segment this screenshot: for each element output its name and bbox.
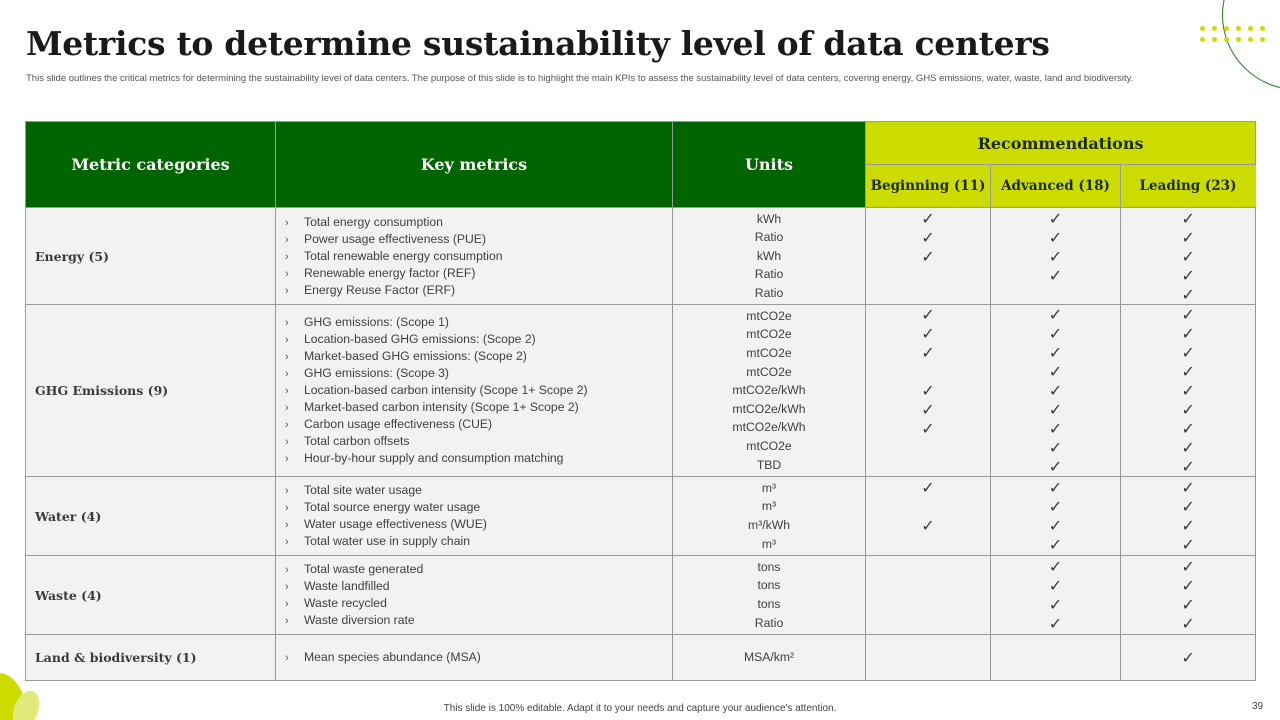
- metrics-table: [25, 121, 1256, 681]
- key-metrics-list: [285, 561, 672, 629]
- check-spacer: [991, 285, 1120, 304]
- key-metrics-cell: [276, 477, 673, 556]
- page-number: 39: [1252, 701, 1264, 712]
- key-metric-label: Total water use in supply chain: [304, 534, 470, 548]
- checkmark-icon: ✓: [1048, 535, 1063, 554]
- checkmark-icon: ✓: [1048, 227, 1063, 247]
- metric-category: GHG Emissions (9): [26, 305, 276, 477]
- checkmark-icon: ✓: [921, 419, 935, 438]
- checkmark-icon: ✓: [1048, 208, 1063, 228]
- check-spacer: [866, 362, 990, 381]
- bullet-chevron-icon: ›: [285, 581, 289, 593]
- unit-value: kWh: [756, 248, 782, 263]
- recommendation-advanced-cell: [991, 208, 1121, 305]
- checkmark-icon: ✓: [1048, 478, 1063, 497]
- key-metric-label: Total carbon offsets: [304, 434, 410, 448]
- checkmark-icon: ✓: [1181, 343, 1195, 362]
- units-cell: [673, 208, 866, 305]
- unit-value: mtCO2e: [746, 308, 792, 323]
- recommendation-advanced-cell: [991, 305, 1121, 477]
- checkmark-icon: ✓: [1048, 614, 1063, 633]
- recommendation-advanced-cell: [991, 635, 1121, 681]
- key-metrics-cell: [276, 556, 673, 635]
- list-item: [285, 499, 672, 516]
- key-metric-label: Hour-by-hour supply and consumption matching: [304, 451, 564, 465]
- bullet-chevron-icon: ›: [285, 615, 289, 627]
- recommendation-leading-cell: [1121, 208, 1256, 305]
- unit-value: mtCO2e: [746, 364, 792, 379]
- decorative-dot: [1200, 26, 1205, 31]
- bullet-chevron-icon: ›: [285, 233, 289, 246]
- units-cell: [673, 556, 866, 635]
- checkmark-icon: ✓: [921, 208, 935, 228]
- units-cell: [673, 305, 866, 477]
- decorative-dot: [1248, 37, 1253, 42]
- header-beginning: Beginning (11): [866, 165, 991, 208]
- key-metric-label: Carbon usage effectiveness (CUE): [304, 417, 493, 431]
- unit-value: Ratio: [754, 285, 784, 300]
- recommendation-beginning-cell: [866, 477, 991, 556]
- check-spacer: [866, 535, 990, 554]
- checkmark-icon: ✓: [921, 246, 935, 266]
- key-metric-label: Energy Reuse Factor (ERF): [304, 282, 456, 297]
- checkmark-icon: ✓: [1048, 305, 1063, 324]
- unit-value: mtCO2e: [746, 327, 792, 342]
- decorative-dot-grid: [1200, 26, 1272, 48]
- list-item: [285, 365, 672, 382]
- list-item: [285, 649, 672, 666]
- checkmark-icon: ✓: [921, 227, 935, 247]
- header-metric-categories: Metric categories: [26, 122, 276, 208]
- list-item: [285, 482, 672, 499]
- decorative-dot: [1236, 26, 1241, 31]
- unit-value: mtCO2e/kWh: [732, 420, 806, 435]
- checkmark-icon: ✓: [1048, 438, 1063, 457]
- decorative-dot: [1260, 26, 1265, 31]
- bullet-chevron-icon: ›: [285, 267, 289, 280]
- unit-value: kWh: [756, 211, 782, 226]
- key-metric-label: Market-based carbon intensity (Scope 1+ Scope 2): [304, 400, 579, 414]
- checkmark-icon: ✓: [1048, 324, 1063, 343]
- decorative-dot: [1236, 37, 1241, 42]
- decorative-dot: [1248, 26, 1253, 31]
- list-item: [285, 248, 672, 265]
- key-metric-label: Waste recycled: [304, 596, 387, 610]
- check-spacer: [866, 266, 990, 285]
- list-item: [285, 282, 672, 299]
- list-item: [285, 265, 672, 282]
- checkmark-icon: ✓: [1181, 648, 1195, 667]
- header-key-metrics: Key metrics: [276, 122, 673, 208]
- list-item: [285, 416, 672, 433]
- unit-value: tons: [757, 578, 781, 593]
- unit-value: m³: [761, 499, 777, 514]
- checkmark-icon: ✓: [921, 400, 935, 419]
- bullet-chevron-icon: ›: [285, 351, 289, 363]
- key-metric-label: Market-based GHG emissions: (Scope 2): [304, 349, 527, 363]
- key-metric-label: Mean species abundance (MSA): [304, 650, 481, 664]
- metric-category: Water (4): [26, 477, 276, 556]
- decorative-dot: [1200, 37, 1205, 42]
- bullet-chevron-icon: ›: [285, 536, 289, 548]
- recommendation-beginning-cell: [866, 556, 991, 635]
- decorative-dot: [1224, 37, 1229, 42]
- checkmark-icon: ✓: [1181, 305, 1195, 324]
- slide-subtitle: This slide outlines the critical metrics for determining the sustainability level of data centers. The purpose of this slide is to highlight the main KPIs to assess the sustainability level of data centers, covering energy, GHS emissions, water, waste, land and biodiversity.: [26, 73, 1134, 84]
- list-item: [285, 331, 672, 348]
- key-metric-label: Waste landfilled: [304, 579, 390, 593]
- list-item: [285, 578, 672, 595]
- unit-value: m³: [761, 480, 777, 495]
- checkmark-icon: ✓: [1181, 457, 1195, 476]
- footer-note: This slide is 100% editable. Adapt it to your needs and capture your audience's attention.: [443, 703, 837, 714]
- list-item: [285, 382, 672, 399]
- check-spacer: [866, 285, 990, 304]
- checkmark-icon: ✓: [921, 343, 935, 362]
- table-row: [26, 556, 1256, 635]
- units-cell: [673, 477, 866, 556]
- recommendation-beginning-cell: [866, 208, 991, 305]
- checkmark-icon: ✓: [1181, 324, 1195, 343]
- key-metric-label: Total site water usage: [304, 483, 422, 497]
- bullet-chevron-icon: ›: [285, 385, 289, 397]
- recommendation-leading-cell: [1121, 635, 1256, 681]
- list-item: [285, 399, 672, 416]
- key-metric-label: Total energy consumption: [304, 214, 443, 229]
- key-metric-label: Total waste generated: [304, 562, 424, 576]
- list-item: [285, 612, 672, 629]
- checkmark-icon: ✓: [921, 381, 935, 400]
- key-metric-label: Water usage effectiveness (WUE): [304, 517, 487, 531]
- table-row: [26, 305, 1256, 477]
- bullet-chevron-icon: ›: [285, 436, 289, 448]
- checkmark-icon: ✓: [1048, 419, 1063, 438]
- recommendation-leading-cell: [1121, 305, 1256, 477]
- header-advanced: Advanced (18): [991, 165, 1121, 208]
- key-metric-label: Total source energy water usage: [304, 500, 481, 514]
- checkmark-icon: ✓: [1181, 208, 1195, 228]
- key-metrics-list: [285, 214, 672, 299]
- bullet-chevron-icon: ›: [285, 368, 289, 380]
- key-metric-label: Power usage effectiveness (PUE): [304, 231, 486, 246]
- unit-value: Ratio: [754, 230, 784, 245]
- key-metrics-cell: [276, 208, 673, 305]
- recommendation-beginning-cell: [866, 305, 991, 477]
- key-metric-label: Total renewable energy consumption: [304, 248, 503, 263]
- key-metrics-list: [285, 482, 672, 550]
- list-item: [285, 533, 672, 550]
- bullet-chevron-icon: ›: [285, 216, 289, 229]
- key-metric-label: GHG emissions: (Scope 1): [304, 315, 449, 329]
- list-item: [285, 231, 672, 248]
- check-spacer: [866, 457, 990, 476]
- bullet-chevron-icon: ›: [285, 519, 289, 531]
- bullet-chevron-icon: ›: [285, 598, 289, 610]
- checkmark-icon: ✓: [1048, 516, 1063, 535]
- checkmark-icon: ✓: [1048, 381, 1063, 400]
- unit-value: tons: [757, 597, 781, 611]
- decorative-dot: [1212, 26, 1217, 31]
- decorative-dot: [1260, 37, 1265, 42]
- bullet-chevron-icon: ›: [285, 453, 289, 465]
- bullet-chevron-icon: ›: [285, 317, 289, 329]
- key-metric-label: Renewable energy factor (REF): [304, 265, 476, 280]
- checkmark-icon: ✓: [1181, 246, 1195, 266]
- list-item: [285, 516, 672, 533]
- checkmark-icon: ✓: [921, 478, 935, 497]
- list-item: [285, 433, 672, 450]
- table-row: [26, 635, 1256, 681]
- checkmark-icon: ✓: [1048, 576, 1063, 595]
- checkmark-icon: ✓: [1048, 400, 1063, 419]
- key-metric-label: GHG emissions: (Scope 3): [304, 366, 449, 380]
- list-item: [285, 314, 672, 331]
- check-spacer: [866, 438, 990, 457]
- metric-category: Land & biodiversity (1): [26, 635, 276, 681]
- header-units: Units: [673, 122, 866, 208]
- unit-value: TBD: [756, 457, 782, 472]
- key-metrics-list: [285, 314, 672, 467]
- units-cell: [673, 635, 866, 681]
- key-metrics-cell: [276, 305, 673, 477]
- bullet-chevron-icon: ›: [285, 485, 289, 497]
- table-row: [26, 477, 1256, 556]
- checkmark-icon: ✓: [1181, 381, 1195, 400]
- unit-value: mtCO2e/kWh: [732, 401, 806, 416]
- recommendation-beginning-cell: [866, 635, 991, 681]
- checkmark-icon: ✓: [1181, 227, 1195, 247]
- bullet-chevron-icon: ›: [285, 334, 289, 346]
- key-metrics-cell: [276, 635, 673, 681]
- checkmark-icon: ✓: [1181, 438, 1195, 457]
- unit-value: tons: [757, 559, 781, 574]
- checkmark-icon: ✓: [1181, 535, 1195, 554]
- list-item: [285, 348, 672, 365]
- checkmark-icon: ✓: [1181, 400, 1195, 419]
- checkmark-icon: ✓: [921, 516, 935, 535]
- unit-value: m³: [761, 536, 777, 551]
- checkmark-icon: ✓: [1048, 457, 1063, 476]
- metric-category: Waste (4): [26, 556, 276, 635]
- checkmark-icon: ✓: [1181, 265, 1195, 285]
- table-row: [26, 208, 1256, 305]
- checkmark-icon: ✓: [921, 305, 935, 324]
- slide-title: Metrics to determine sustainability level of data centers: [26, 24, 1050, 63]
- key-metric-label: Location-based GHG emissions: (Scope 2): [304, 332, 536, 346]
- unit-value: MSA/km²: [743, 650, 795, 665]
- key-metric-label: Waste diversion rate: [304, 613, 415, 627]
- checkmark-icon: ✓: [1181, 516, 1195, 535]
- checkmark-icon: ✓: [1181, 557, 1195, 576]
- bullet-chevron-icon: ›: [285, 652, 289, 664]
- recommendation-advanced-cell: [991, 556, 1121, 635]
- checkmark-icon: ✓: [1048, 497, 1063, 516]
- key-metrics-list: [285, 649, 672, 666]
- unit-value: m³/kWh: [748, 518, 790, 532]
- checkmark-icon: ✓: [1181, 478, 1195, 497]
- unit-value: Ratio: [754, 267, 784, 282]
- checkmark-icon: ✓: [1048, 595, 1063, 614]
- checkmark-icon: ✓: [1048, 343, 1063, 362]
- bullet-chevron-icon: ›: [285, 402, 289, 414]
- checkmark-icon: ✓: [921, 324, 935, 343]
- list-item: [285, 595, 672, 612]
- decorative-dot: [1224, 26, 1229, 31]
- checkmark-icon: ✓: [1048, 265, 1063, 285]
- checkmark-icon: ✓: [1181, 576, 1195, 595]
- unit-value: mtCO2e/kWh: [732, 383, 806, 398]
- checkmark-icon: ✓: [1181, 362, 1195, 381]
- recommendation-leading-cell: [1121, 556, 1256, 635]
- decorative-dot: [1212, 37, 1217, 42]
- checkmark-icon: ✓: [1181, 284, 1195, 304]
- checkmark-icon: ✓: [1181, 595, 1195, 614]
- checkmark-icon: ✓: [1048, 246, 1063, 266]
- list-item: [285, 214, 672, 231]
- list-item: [285, 561, 672, 578]
- bullet-chevron-icon: ›: [285, 250, 289, 263]
- checkmark-icon: ✓: [1181, 497, 1195, 516]
- metric-category: Energy (5): [26, 208, 276, 305]
- bullet-chevron-icon: ›: [285, 419, 289, 431]
- checkmark-icon: ✓: [1048, 557, 1063, 576]
- header-recommendations: Recommendations: [866, 122, 1256, 165]
- header-leading: Leading (23): [1121, 165, 1256, 208]
- unit-value: mtCO2e: [746, 438, 792, 453]
- bullet-chevron-icon: ›: [285, 284, 289, 297]
- recommendation-advanced-cell: [991, 477, 1121, 556]
- checkmark-icon: ✓: [1048, 362, 1063, 381]
- checkmark-icon: ✓: [1181, 419, 1195, 438]
- bullet-chevron-icon: ›: [285, 564, 289, 576]
- list-item: [285, 450, 672, 467]
- metrics-table-body: [26, 208, 1256, 681]
- key-metric-label: Location-based carbon intensity (Scope 1+ Scope 2): [304, 383, 588, 397]
- unit-value: Ratio: [754, 615, 784, 630]
- unit-value: mtCO2e: [746, 346, 792, 361]
- bullet-chevron-icon: ›: [285, 502, 289, 514]
- check-spacer: [866, 497, 990, 516]
- recommendation-leading-cell: [1121, 477, 1256, 556]
- checkmark-icon: ✓: [1181, 614, 1195, 633]
